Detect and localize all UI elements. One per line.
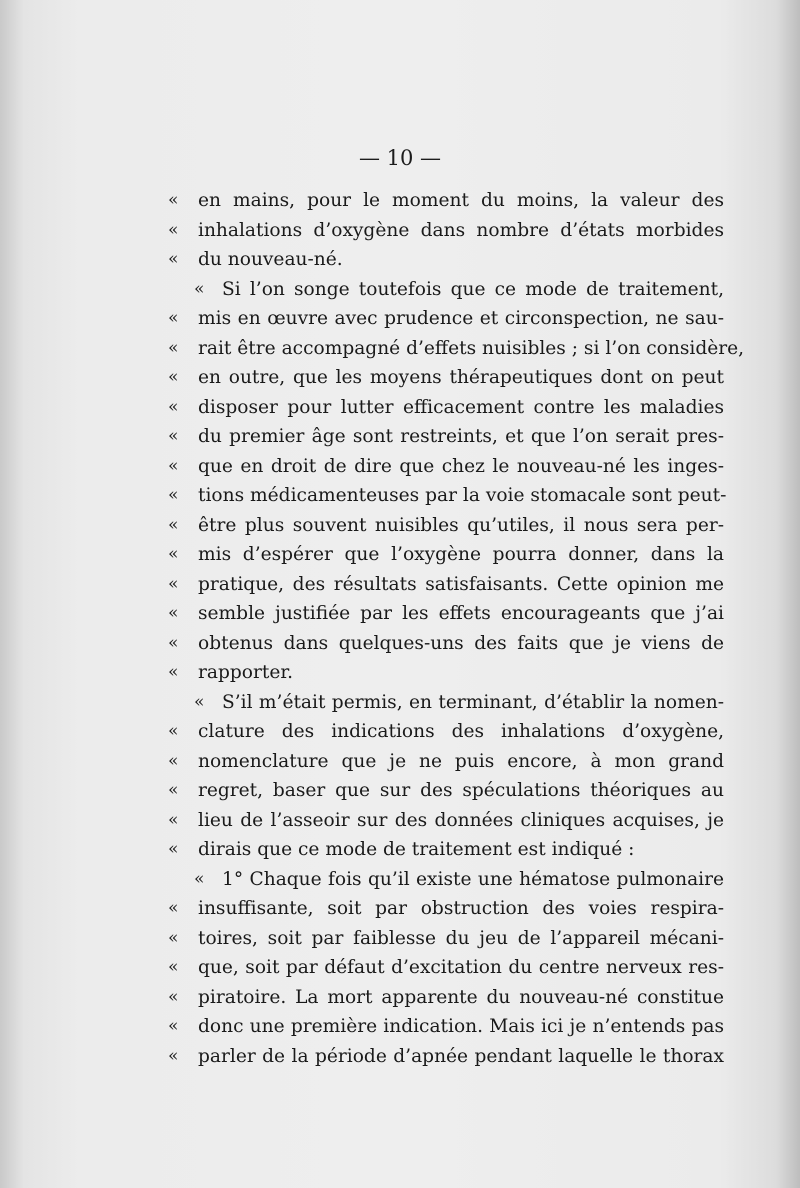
text-line	[168, 865, 724, 895]
line-text: mis d’espérer que l’oxygène pourra donner, dans la	[198, 544, 724, 565]
quote-mark: «	[168, 839, 179, 859]
page-number: — 10 —	[358, 146, 442, 170]
quote-mark: «	[168, 750, 179, 771]
quote-mark: «	[168, 573, 179, 594]
text-line	[168, 245, 724, 275]
text-line	[168, 216, 724, 246]
line-text: semble justifiée par les effets encourageants que j’ai	[198, 603, 724, 624]
quote-mark: «	[168, 927, 179, 948]
line-text: inhalations d’oxygène dans nombre d’états morbides	[198, 219, 724, 241]
quote-mark: «	[168, 308, 179, 328]
text-line	[168, 304, 724, 334]
body-text	[168, 186, 745, 1071]
line-text: pratique, des résultats satisfaisants. Cette opinion me	[198, 573, 724, 595]
quote-mark: «	[168, 986, 179, 1007]
quote-mark: «	[168, 485, 179, 505]
line-text: Si l’on songe toutefois que ce mode de traitement,	[222, 278, 724, 300]
line-text: regret, baser que sur des spéculations théoriques au	[198, 780, 724, 801]
text-line	[168, 186, 724, 216]
quote-mark: «	[168, 455, 179, 476]
quote-mark: «	[168, 367, 179, 387]
line-text: obtenus dans quelques-uns des faits que je viens de	[198, 632, 724, 654]
quote-mark: «	[168, 603, 179, 623]
text-line	[168, 806, 724, 836]
quote-mark: «	[168, 396, 179, 417]
line-text: être plus souvent nuisibles qu’utiles, il nous sera per-	[198, 514, 724, 536]
line-text: donc une première indication. Mais ici je n’entends pas	[198, 1016, 724, 1037]
quote-mark: «	[168, 190, 179, 210]
line-text: en outre, que les moyens thérapeutiques dont on peut	[198, 367, 724, 388]
text-line	[168, 924, 724, 954]
text-line	[168, 334, 745, 364]
text-line	[168, 422, 724, 452]
quote-mark: «	[168, 219, 179, 240]
quote-mark: «	[168, 809, 179, 830]
quote-mark: «	[168, 898, 179, 918]
text-line	[168, 983, 724, 1013]
text-line	[168, 511, 724, 541]
quote-mark: «	[168, 544, 179, 564]
line-text: lieu de l’asseoir sur des données cliniques acquises, je	[198, 809, 724, 831]
quote-mark: «	[168, 426, 179, 446]
text-line	[168, 393, 724, 423]
quote-mark: «	[194, 278, 205, 299]
text-line	[168, 835, 724, 865]
quote-mark: «	[168, 662, 179, 682]
line-text: que, soit par défaut d’excitation du centre nerveux res-	[198, 957, 724, 978]
quote-mark: «	[168, 721, 179, 741]
quote-mark: «	[168, 514, 179, 535]
line-text: tions médicamenteuses par la voie stomacale sont peut-	[198, 485, 727, 506]
text-line	[168, 747, 724, 777]
line-text: rapporter.	[198, 662, 294, 683]
text-line	[168, 688, 724, 718]
text-line	[168, 570, 724, 600]
line-text: rait être accompagné d’effets nuisibles ; si l’on considère,	[198, 337, 745, 359]
quote-mark: «	[168, 1045, 179, 1066]
line-text: insuffisante, soit par obstruction des voies respira-	[198, 898, 724, 919]
text-line	[168, 1012, 724, 1042]
text-line	[168, 599, 724, 629]
quote-mark: «	[168, 337, 179, 358]
quote-mark: «	[168, 632, 179, 653]
line-text: en mains, pour le moment du moins, la valeur des	[198, 190, 724, 211]
text-line	[168, 717, 724, 747]
text-line	[168, 275, 724, 305]
quote-mark: «	[194, 868, 205, 889]
line-text: S’il m’était permis, en terminant, d’établir la nomen-	[222, 691, 724, 713]
quote-mark: «	[168, 957, 179, 977]
text-line	[168, 629, 724, 659]
text-line	[168, 481, 727, 511]
line-text: clature des indications des inhalations d’oxygène,	[198, 721, 724, 742]
text-line	[168, 953, 724, 983]
line-text: 1° Chaque fois qu’il existe une hématose pulmonaire	[222, 868, 724, 890]
text-line	[168, 363, 724, 393]
text-line	[168, 452, 724, 482]
quote-mark: «	[194, 691, 205, 712]
line-text: disposer pour lutter efficacement contre les maladies	[198, 396, 724, 418]
line-text: du nouveau-né.	[198, 249, 343, 270]
text-line	[168, 894, 724, 924]
text-line	[168, 540, 724, 570]
text-line	[168, 776, 724, 806]
line-text: toires, soit par faiblesse du jeu de l’appareil mécani-	[198, 927, 724, 949]
line-text: que en droit de dire que chez le nouveau-né les inges-	[198, 455, 724, 477]
line-text: piratoire. La mort apparente du nouveau-né constitue	[198, 986, 724, 1008]
line-text: nomenclature que je ne puis encore, à mon grand	[198, 750, 724, 772]
quote-mark: «	[168, 249, 179, 269]
quote-mark: «	[168, 780, 179, 800]
line-text: mis en œuvre avec prudence et circonspection, ne sau-	[198, 308, 724, 329]
line-text: parler de la période d’apnée pendant laquelle le thorax	[198, 1045, 724, 1067]
line-text: du premier âge sont restreints, et que l’on serait pres-	[198, 426, 724, 447]
line-text: dirais que ce mode de traitement est indiqué :	[198, 839, 635, 860]
text-line	[168, 1042, 724, 1072]
quote-mark: «	[168, 1016, 179, 1036]
text-line	[168, 658, 724, 688]
